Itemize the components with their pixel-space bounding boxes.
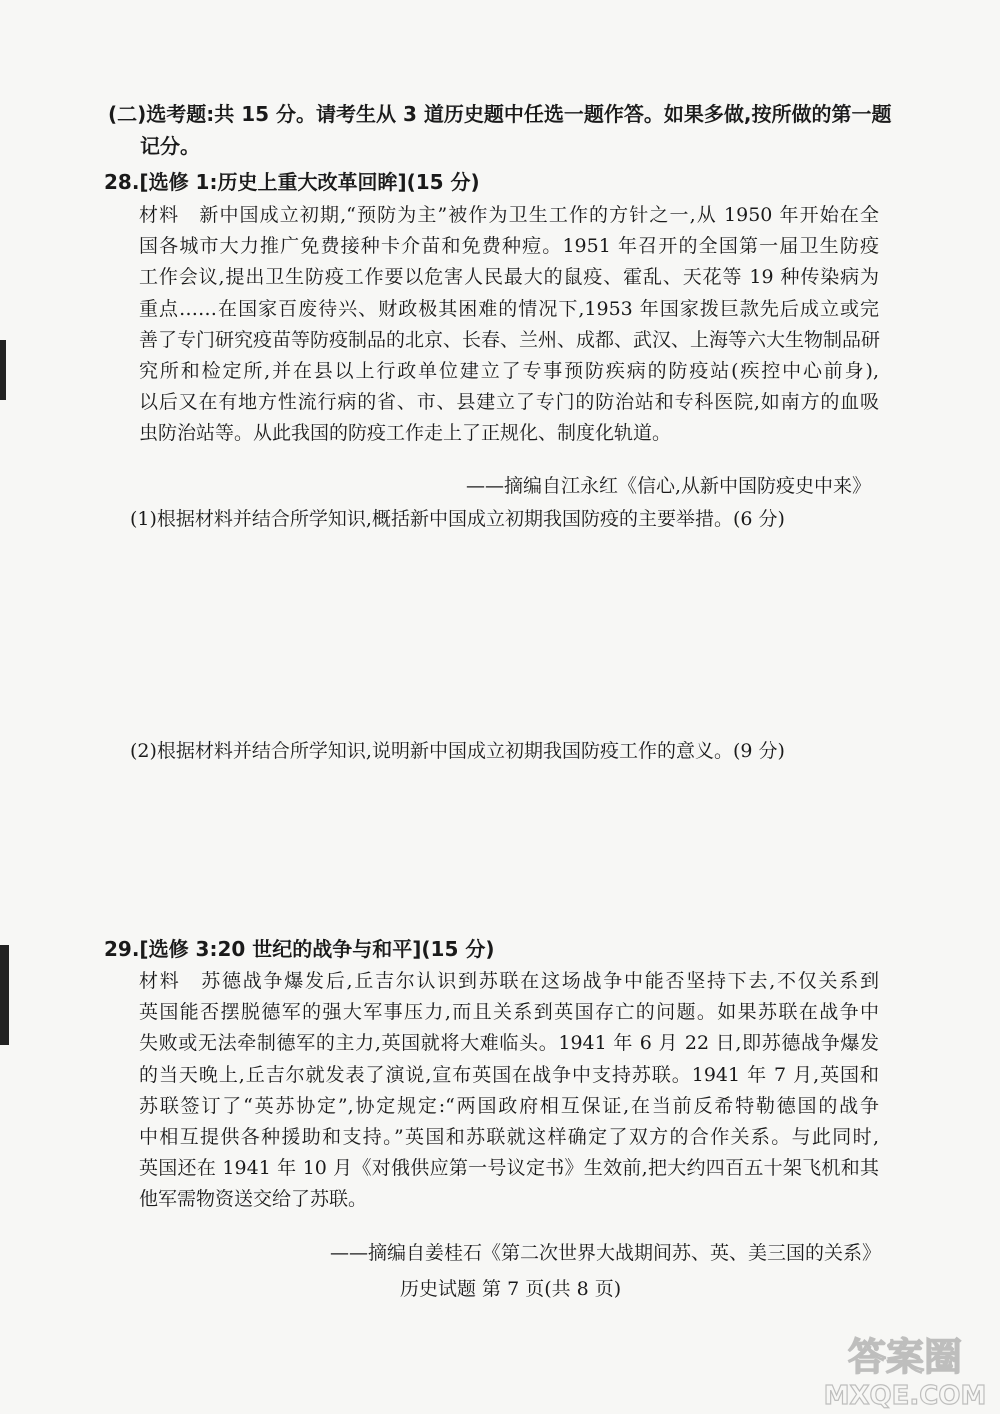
watermark-logo xyxy=(820,1328,990,1410)
q28-material-line: 以后又在有地方性流行病的省、市、县建立了专门的防治站和专科医院,如南方的血吸 xyxy=(139,391,879,414)
q29-source: ——摘编自姜桂石《第二次世界大战期间苏、英、美三国的关系》 xyxy=(330,1242,882,1264)
q29-material-line: 失败或无法牵制德军的主力,英国就将大难临头。1941 年 6 月 22 日,即苏德战争爆发 xyxy=(139,1032,879,1055)
q29-material-line: 他军需物资送交给了苏联。 xyxy=(139,1188,368,1211)
q28-subquestion-2: (2)根据材料并结合所学知识,说明新中国成立初期我国防疫工作的意义。(9 分) xyxy=(130,740,785,762)
q29-title xyxy=(104,936,494,962)
q28-material-line: 重点……在国家百废待兴、财政极其困难的情况下,1953 年国家拨巨款先后成立或完 xyxy=(139,297,879,320)
q29-title-text: 29.[选修 3:20 世纪的战争与和平](15 分) xyxy=(104,937,495,961)
section-header-line2: 记分。 xyxy=(140,134,200,158)
q29-material-line: 中相互提供各种援助和支持。”英国和苏联就这样确定了双方的合作关系。与此同时, xyxy=(139,1126,879,1148)
logo-line2: MXQE.COM xyxy=(823,1381,987,1410)
scan-edge-mark-2 xyxy=(0,945,9,1045)
q29-material-line: 苏联签订了“英苏协定”,协定规定:“两国政府相互保证,在当前反希特勒德国的战争 xyxy=(139,1094,879,1117)
q29-material-line: 材料 苏德战争爆发后,丘吉尔认识到苏联在这场战争中能否坚持下去,不仅关系到 xyxy=(139,970,879,992)
q28-subquestion-1: (1)根据材料并结合所学知识,概括新中国成立初期我国防疫的主要举措。(6 分) xyxy=(130,508,785,530)
page-footer: 历史试题 第 7 页(共 8 页) xyxy=(400,1278,622,1300)
q28-material-line: 材料 新中国成立初期,“预防为主”被作为卫生工作的方针之一,从 1950 年开始在全 xyxy=(139,204,879,226)
q28-title xyxy=(104,169,480,195)
logo-line1: 答案圈 xyxy=(847,1335,963,1379)
q28-material-line: 工作会议,提出卫生防疫工作要以危害人民最大的鼠疫、霍乱、天花等 19 种传染病为 xyxy=(139,266,879,289)
q28-material-line: 究所和检定所,并在县以上行政单位建立了专事预防疾病的防疫站(疾控中心前身), xyxy=(139,360,879,382)
q28-material-line: 善了专门研究疫苗等防疫制品的北京、长春、兰州、成都、武汉、上海等六大生物制品研 xyxy=(139,328,881,351)
q29-material-line: 英国能否摆脱德军的强大军事压力,而且关系到英国存亡的问题。如果苏联在战争中 xyxy=(139,1001,879,1024)
scan-edge-mark-1 xyxy=(0,340,6,400)
q28-title-text: 28.[选修 1:历史上重大改革回眸](15 分) xyxy=(104,170,480,194)
q29-material-line: 英国还在 1941 年 10 月《对俄供应第一号议定书》生效前,把大约四百五十架飞机和其 xyxy=(139,1157,879,1180)
q28-material-line: 国各城市大力推广免费接种卡介苗和免费种痘。1951 年召开的全国第一届卫生防疫 xyxy=(139,235,879,258)
section-header-line1: (二)选考题:共 15 分。请考生从 3 道历史题中任选一题作答。如果多做,按所做的第一题 xyxy=(108,102,892,126)
logo-graphic xyxy=(820,1328,990,1410)
q28-material-line: 虫防治站等。从此我国的防疫工作走上了正规化、制度化轨道。 xyxy=(139,422,672,445)
q29-material-line: 的当天晚上,丘吉尔就发表了演说,宣布英国在战争中支持苏联。1941 年 7 月,英国和 xyxy=(139,1063,879,1086)
q28-source: ——摘编自江永红《信心,从新中国防疫史中来》 xyxy=(466,475,872,497)
